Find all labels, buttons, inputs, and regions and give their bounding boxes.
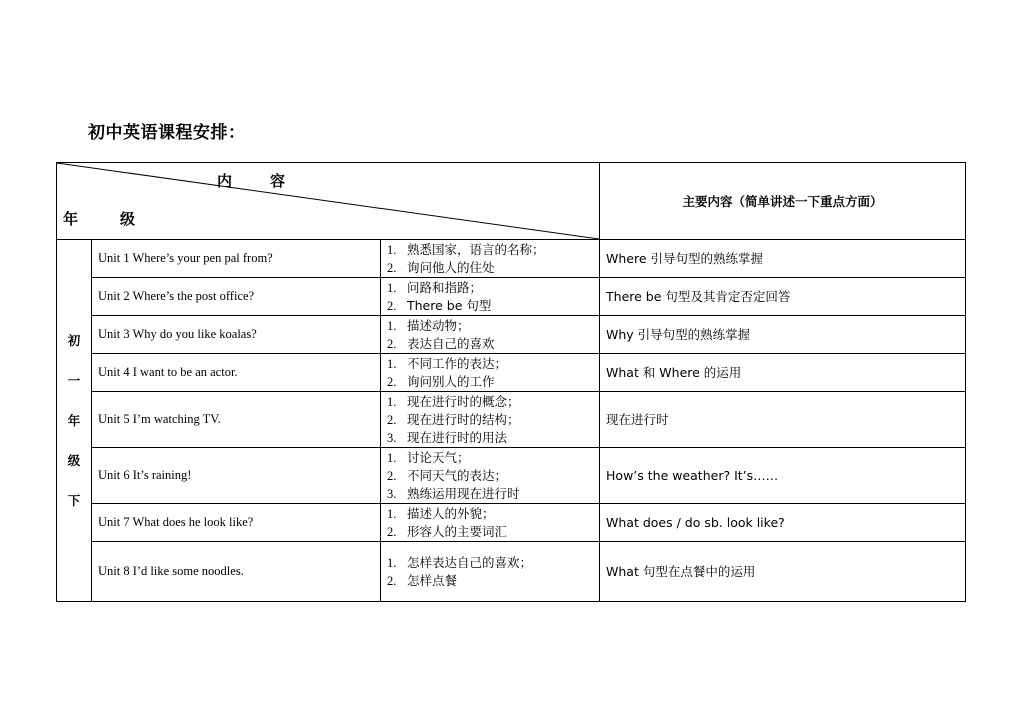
diagonal-header-cell — [57, 163, 600, 240]
learning-point — [387, 279, 599, 297]
point-text: 熟悉国家，语言的名称； — [407, 241, 545, 257]
point-number: 3. — [387, 430, 397, 445]
learning-points-cell — [381, 392, 600, 448]
main-focus: There be 句型及其肯定否定回答 — [600, 278, 966, 316]
point-number: 1. — [387, 356, 397, 371]
grade-char: 年 — [67, 412, 81, 428]
main-focus: 现在进行时 — [600, 392, 966, 448]
point-text: 怎样表达自己的喜欢； — [407, 554, 533, 570]
point-number: 2. — [387, 260, 397, 275]
point-text: 不同工作的表达； — [407, 355, 508, 371]
unit-title: Unit 2 Where’s the post office? — [92, 278, 381, 316]
learning-points-cell — [381, 354, 600, 392]
main-focus: What does / do sb. look like? — [600, 504, 966, 542]
point-number: 1. — [387, 555, 397, 570]
learning-points-cell — [381, 448, 600, 504]
learning-points-list — [387, 241, 599, 277]
point-number: 1. — [387, 506, 397, 521]
point-text: There be 句型 — [407, 297, 492, 313]
table-row — [57, 316, 966, 354]
point-text: 不同天气的表达； — [407, 467, 508, 483]
main-focus: Why 引导句型的熟练掌握 — [600, 316, 966, 354]
learning-points-list — [387, 554, 599, 590]
learning-points-cell — [381, 504, 600, 542]
table-row — [57, 448, 966, 504]
learning-point — [387, 241, 599, 259]
learning-point — [387, 259, 599, 277]
point-number: 3. — [387, 486, 397, 501]
learning-points-list — [387, 449, 599, 503]
grade-char: 级 — [67, 452, 81, 468]
table-row — [57, 354, 966, 392]
learning-point — [387, 572, 599, 590]
point-number: 2. — [387, 298, 397, 313]
unit-title: Unit 1 Where’s your pen pal from? — [92, 240, 381, 278]
learning-points-cell — [381, 542, 600, 602]
point-number: 1. — [387, 318, 397, 333]
learning-point — [387, 317, 599, 335]
point-text: 怎样点餐 — [407, 572, 458, 588]
point-text: 询问他人的住处 — [407, 259, 495, 275]
learning-point — [387, 505, 599, 523]
point-number: 1. — [387, 394, 397, 409]
grade-char: 初 — [67, 332, 81, 348]
point-number: 2. — [387, 374, 397, 389]
unit-title: Unit 3 Why do you like koalas? — [92, 316, 381, 354]
grade-cell — [57, 240, 92, 602]
table-row — [57, 392, 966, 448]
point-number: 2. — [387, 468, 397, 483]
point-number: 1. — [387, 450, 397, 465]
learning-point — [387, 393, 599, 411]
learning-point — [387, 335, 599, 353]
unit-title: Unit 5 I’m watching TV. — [92, 392, 381, 448]
point-text: 现在进行时的结构； — [407, 411, 520, 427]
unit-title: Unit 4 I want to be an actor. — [92, 354, 381, 392]
point-number: 2. — [387, 336, 397, 351]
point-text: 描述动物； — [407, 317, 470, 333]
grade-char: 下 — [67, 492, 81, 508]
learning-point — [387, 554, 599, 572]
learning-point — [387, 485, 599, 503]
point-text: 描述人的外貌； — [407, 505, 495, 521]
learning-points-list — [387, 317, 599, 353]
unit-title: Unit 8 I’d like some noodles. — [92, 542, 381, 602]
unit-title: Unit 7 What does he look like? — [92, 504, 381, 542]
point-number: 2. — [387, 573, 397, 588]
learning-points-list — [387, 355, 599, 391]
content-header-label: 内容 — [217, 172, 324, 190]
point-number: 1. — [387, 242, 397, 257]
learning-point — [387, 297, 599, 315]
learning-point — [387, 411, 599, 429]
learning-point — [387, 373, 599, 391]
point-text: 表达自己的喜欢 — [407, 335, 495, 351]
table-row — [57, 542, 966, 602]
page-title: 初中英语课程安排： — [88, 123, 246, 143]
course-schedule-table — [56, 162, 966, 602]
point-text: 问路和指路； — [407, 279, 483, 295]
grade-header-label: 年级 — [63, 210, 178, 228]
point-text: 现在进行时的用法 — [407, 429, 508, 445]
learning-point — [387, 429, 599, 447]
learning-points-cell — [381, 278, 600, 316]
point-text: 询问别人的工作 — [407, 373, 495, 389]
learning-points-cell — [381, 240, 600, 278]
learning-point — [387, 523, 599, 541]
unit-title: Unit 6 It’s raining! — [92, 448, 381, 504]
main-focus: What 和 Where 的运用 — [600, 354, 966, 392]
table-row — [57, 240, 966, 278]
table-row — [57, 504, 966, 542]
learning-points-list — [387, 279, 599, 315]
main-focus: Where 引导句型的熟练掌握 — [600, 240, 966, 278]
main-content-header: 主要内容（简单讲述一下重点方面） — [600, 163, 966, 240]
point-text: 熟练运用现在进行时 — [407, 485, 520, 501]
main-focus: How’s the weather? It’s…… — [600, 448, 966, 504]
point-number: 2. — [387, 412, 397, 427]
point-text: 形容人的主要词汇 — [407, 523, 508, 539]
learning-points-list — [387, 393, 599, 447]
grade-char: 一 — [67, 372, 81, 388]
learning-points-list — [387, 505, 599, 541]
point-text: 讨论天气； — [407, 449, 470, 465]
table-row — [57, 278, 966, 316]
learning-point — [387, 449, 599, 467]
main-focus: What 句型在点餐中的运用 — [600, 542, 966, 602]
point-text: 现在进行时的概念； — [407, 393, 520, 409]
learning-point — [387, 355, 599, 373]
learning-point — [387, 467, 599, 485]
learning-points-cell — [381, 316, 600, 354]
point-number: 2. — [387, 524, 397, 539]
point-number: 1. — [387, 280, 397, 295]
header-row — [57, 163, 966, 240]
